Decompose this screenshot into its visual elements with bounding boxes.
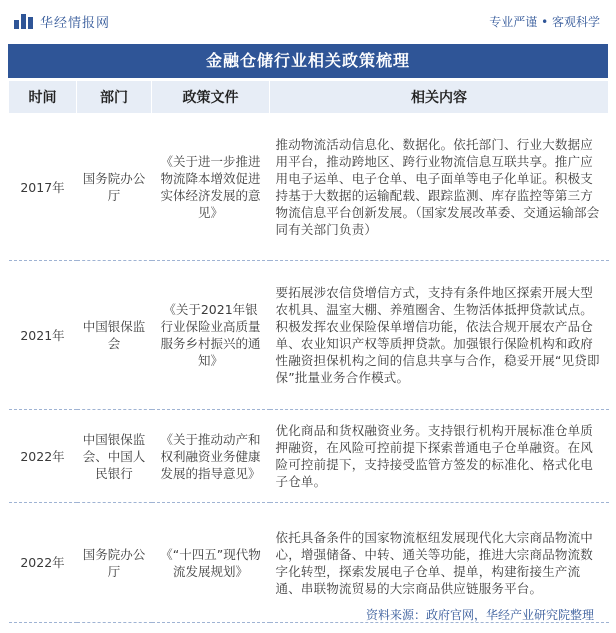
table-row bbox=[9, 114, 609, 261]
page-title: 金融仓储行业相关政策梳理 bbox=[8, 44, 608, 78]
header-policy: 政策文件 bbox=[152, 81, 270, 114]
cell-policy: 《关于进一步推进物流降本增效促进实体经济发展的意见》 bbox=[152, 114, 270, 261]
cell-time: 2022年 bbox=[9, 410, 77, 503]
brand-name: 华经情报网 bbox=[40, 16, 111, 31]
cell-policy: 《关于推动动产和权利融资业务健康发展的指导意见》 bbox=[152, 410, 270, 503]
cell-time: 2017年 bbox=[9, 114, 77, 261]
source-note: 资料来源：政府官网，华经产业研究院整理 bbox=[365, 608, 594, 622]
cell-content: 要拓展涉农信贷增信方式，支持有条件地区探索开展大型农机具、温室大棚、养殖圈舍、生物活体抵押贷款试点。积极发挥农业保险保单增信功能，依法合规开展农产品仓单、农业知识产权等质押贷款。加强银行保险机构和政府性融资担保机构之间的信息共享与合作，稳妥开展“见贷即保”批量业务合作模式。 bbox=[270, 261, 609, 410]
cell-content: 依托具备条件的国家物流枢纽发展现代化大宗商品物流中心，增强储备、中转、通关等功能，推进大宗商品物流数字化转型，探索发展电子仓单、提单，构建衔接生产流通、串联物流贸易的大宗商品供应链服务平台。 bbox=[270, 503, 609, 623]
cell-time: 2022年 bbox=[9, 503, 77, 623]
table-row bbox=[9, 261, 609, 410]
cell-department: 中国银保监会、中国人民银行 bbox=[77, 410, 152, 503]
policy-table bbox=[8, 80, 609, 623]
slogan: 专业严谨 • 客观科学 bbox=[489, 15, 600, 29]
bar-chart-logo-icon bbox=[14, 14, 34, 29]
cell-department: 国务院办公厅 bbox=[77, 114, 152, 261]
cell-content: 优化商品和货权融资业务。支持银行机构开展标准仓单质押融资，在风险可控前提下探索普通电子仓单融资。在风险可控前提下，支持接受监管方签发的标准化、格式化电子仓单。 bbox=[270, 410, 609, 503]
header-content: 相关内容 bbox=[270, 81, 609, 114]
table-row bbox=[9, 503, 609, 623]
table-row bbox=[9, 410, 609, 503]
table-header-row bbox=[9, 81, 609, 114]
top-bar bbox=[0, 0, 616, 40]
cell-department: 中国银保监会 bbox=[77, 261, 152, 410]
header-time: 时间 bbox=[9, 81, 77, 114]
header-department: 部门 bbox=[77, 81, 152, 114]
cell-policy: 《关于2021年银行业保险业高质量服务乡村振兴的通知》 bbox=[152, 261, 270, 410]
cell-time: 2021年 bbox=[9, 261, 77, 410]
cell-content: 推动物流活动信息化、数据化。依托部门、行业大数据应用平台，推动跨地区、跨行业物流信息互联共享。推广应用电子运单、电子仓单、电子面单等电子化单证。积极支持基于大数据的运输配载、跟踪监测、库存监控等第三方物流信息平台创新发展。（国家发展改革委、交通运输部会同有关部门负责） bbox=[270, 114, 609, 261]
cell-policy: 《“十四五”现代物流发展规划》 bbox=[152, 503, 270, 623]
cell-department: 国务院办公厅 bbox=[77, 503, 152, 623]
brand bbox=[14, 12, 110, 31]
